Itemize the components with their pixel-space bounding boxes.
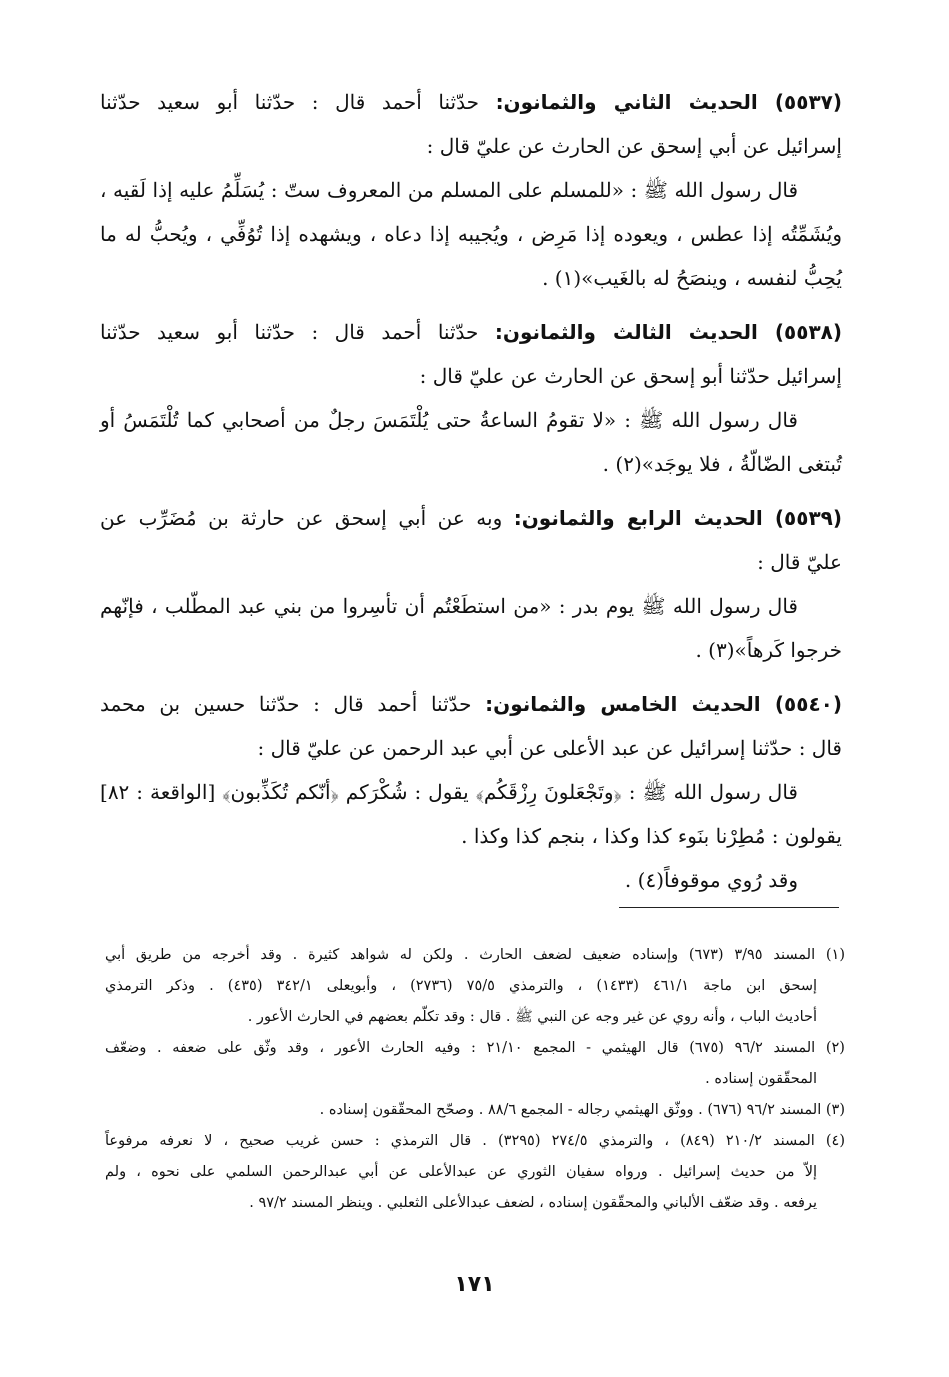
hadith-line: قال رسول الله ﷺ : «لا تقومُ الساعةُ حتى يُلْتَمَسَ رجلٌ من أصحابي كما تُلْتَمَسُ أو	[100, 408, 798, 432]
hadith-heading: (٥٥٤٠) الحديث الخامس والثمانون:	[485, 692, 843, 716]
hadith-line: خرجوا كَرهاً»(٣) .	[695, 638, 842, 662]
hadith-text: حدّثنا أحمد قال : حدّثنا أبو سعيد حدّثنا	[100, 90, 479, 114]
hadith-line: يقولون : مُطِرْنا بنَوء كذا وكذا ، بنجم كذا وكذا .	[461, 824, 842, 848]
hadith-heading: (٥٥٣٧) الحديث الثاني والثمانون:	[495, 90, 842, 114]
hadith-line: وقد رُوي موقوفاً(٤) .	[624, 868, 798, 892]
footnote-line: إسحق ابن ماجة ٤٦١/١ (١٤٣٣) ، والترمذي ٧٥/٥ (٢٧٣٦) ، وأبويعلى ٣٤٢/١ (٤٣٥) . وذكر الترمذي	[105, 978, 817, 994]
hadith-heading: (٥٥٣٨) الحديث الثالث والثمانون:	[494, 320, 843, 344]
hadith-5540	[100, 682, 842, 902]
hadith-line: إسرائيل حدّثنا أبو إسحق عن الحارث عن عليّ قال :	[419, 364, 842, 388]
hadith-line: تُبتغى الضّالّةُ ، فلا يوجَد»(٢) .	[602, 452, 842, 476]
hadith-line	[100, 310, 842, 354]
footnote-line: يرفعه . وقد ضعّف الألباني والمحقّقون إسناده ، لضعف عبدالأعلى الثعلبي . وينظر المسند ٩٧/٢ .	[249, 1195, 817, 1211]
main-text	[100, 80, 842, 912]
hadith-line	[100, 80, 842, 124]
hadith-text: حدّثنا أحمد قال : حدّثنا أبو سعيد حدّثنا	[100, 320, 479, 344]
hadith-line: قال : حدّثنا إسرائيل عن عبد الأعلى عن أبي عبد الرحمن عن عليّ قال :	[257, 736, 842, 760]
hadith-line: قال رسول الله ﷺ : «للمسلم على المسلم من المعروف ستّ : يُسَلِّمُ عليه إذا لَقيه ،	[100, 178, 798, 202]
hadith-5538	[100, 310, 842, 486]
hadith-5537	[100, 80, 842, 300]
hadith-line: قال رسول الله ﷺ يوم بدر : «من استطَعْتُم أن تأسِروا من بني عبد المطّلب ، فإنّهم	[100, 594, 798, 618]
footnote-line: (٣) المسند ٩٦/٢ (٦٧٦) . ووثّق الهيثمي رجاله - المجمع ٨٨/٦ . وصحّح المحقّقون إسناده .	[319, 1102, 845, 1118]
footnote-line: (١) المسند ٣/٩٥ (٦٧٣) وإسناده ضعيف لضعف الحارث . ولكن له شواهد كثيرة . وقد أخرجه من طريق أبي	[105, 947, 845, 963]
hadith-line	[100, 682, 842, 726]
hadith-line	[100, 496, 842, 540]
footnote-line: إلاّ من حديث إسرائيل . ورواه سفيان الثوري عن عبدالأعلى عن أبي عبدالرحمن السلمي على نحوه ، ولم	[105, 1164, 817, 1180]
hadith-line: قال رسول الله ﷺ : ﴿وتَجْعَلونَ رِزْقَكُم﴾ يقول : شُكْرَكم ﴿أنّكم تُكَذِّبون﴾ [الواقعة : ٨٢]	[100, 780, 798, 804]
hadith-5539	[100, 496, 842, 672]
hadith-line: عليّ قال :	[757, 550, 842, 574]
footnotes	[105, 940, 845, 1219]
footnote-line: (٢) المسند ٩٦/٢ (٦٧٥) قال الهيثمي - المجمع ٢١/١٠ : وفيه الحارث الأعور ، وقد وثّق على ضعفه . وضعّف	[105, 1040, 845, 1056]
footnote-divider	[619, 907, 839, 908]
hadith-text: وبه عن أبي إسحق عن حارثة بن مُضَرِّب عن	[100, 506, 503, 530]
footnote-line: (٤) المسند ٢١٠/٢ (٨٤٩) ، والترمذي ٢٧٤/٥ (٣٢٩٥) . قال الترمذي : حسن غريب صحيح ، لا نعرفه مرفوعاً	[105, 1133, 845, 1149]
footnote-line: أحاديث الباب ، وأنه روي عن غير وجه عن النبي ﷺ . قال : وقد تكلّم بعضهم في الحارث الأعور .	[247, 1009, 817, 1025]
hadith-text: حدّثنا أحمد قال : حدّثنا حسين بن محمد	[100, 692, 472, 716]
page-number: ١٧١	[454, 1272, 495, 1297]
hadith-line: ويُشَمِّتُه إذا عطس ، ويعوده إذا مَرِض ، ويُجيبه إذا دعاه ، ويشهده إذا تُوُفِّي ، ويُحبُّ له ما	[100, 222, 842, 246]
footnote-line: المحقّقون إسناده .	[705, 1071, 817, 1087]
hadith-line: يُحِبُّ لنفسه ، وينصَحُ له بالغَيب»(١) .	[542, 266, 842, 290]
hadith-line: إسرائيل عن أبي إسحق عن الحارث عن عليّ قال :	[426, 134, 842, 158]
hadith-heading: (٥٥٣٩) الحديث الرابع والثمانون:	[513, 506, 843, 530]
